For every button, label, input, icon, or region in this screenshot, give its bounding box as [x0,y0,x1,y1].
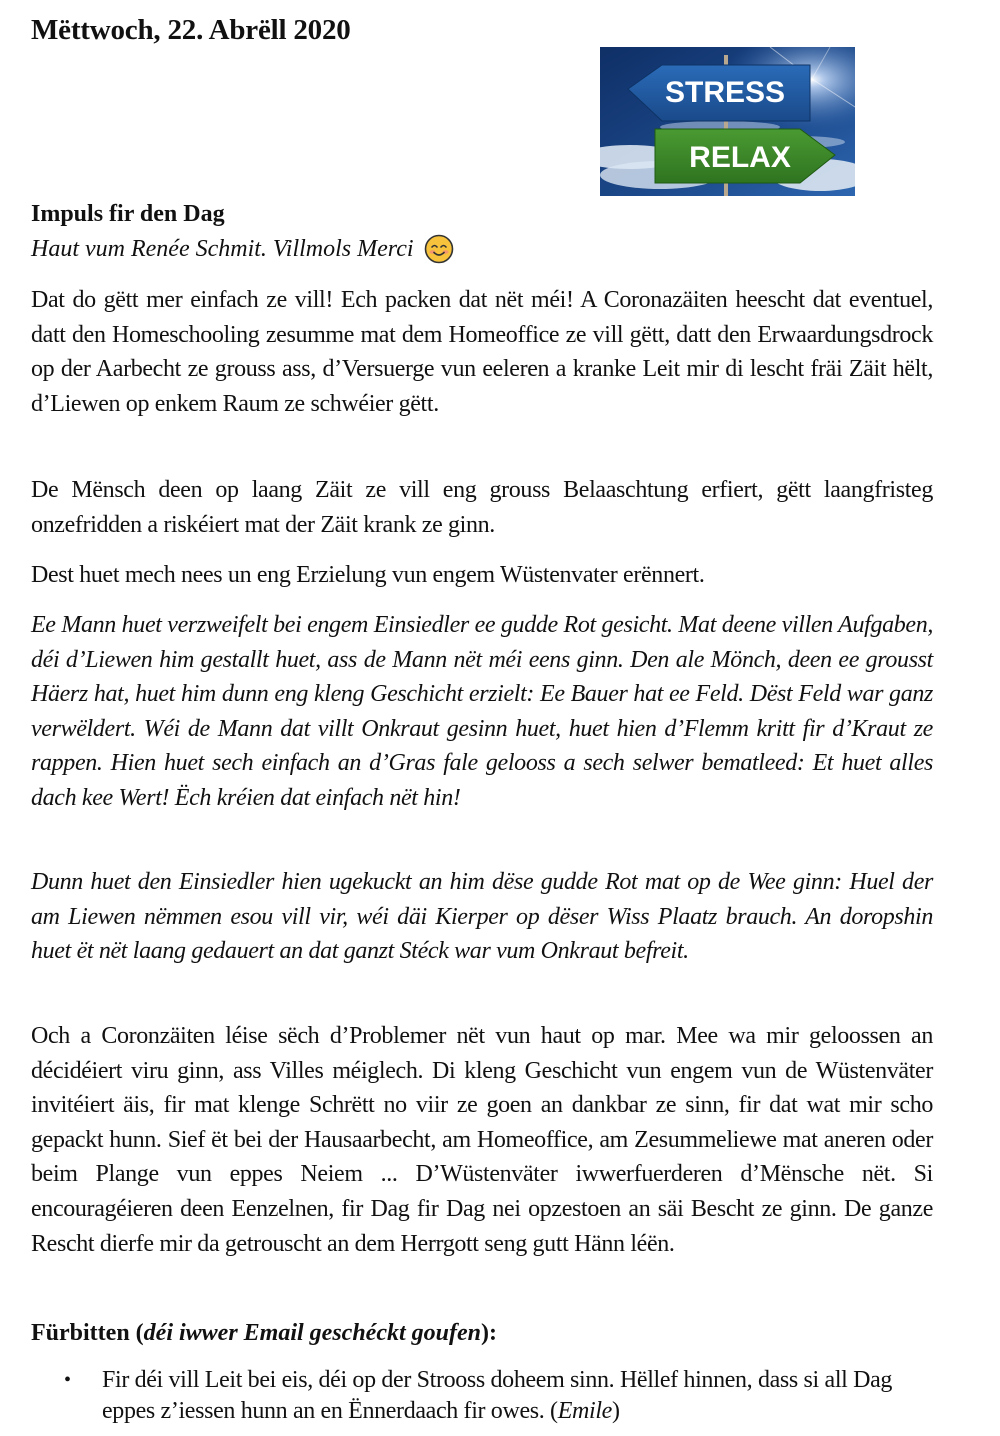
impulse-heading: Impuls fir den Dag [31,201,225,227]
paragraph-reminder: Dest huet mech nees un eng Erzielung vun engem Wüstenvater erënnert. [31,562,705,588]
stress-relax-image [600,47,855,196]
petition-list [31,1365,933,1427]
paragraph-story-part-2: Dunn huet den Einsiedler hien ugekuckt an him dëse gudde Rot mat op de Wee ginn: Huel der am Liewen nëmmen esou vill vir, wéi däi Kierper op dëser Wiss Plaatz brauch. An doropshin huet ët nët laang gedauert an dat ganzt Stéck war vum Onkraut befreit. [31,869,933,965]
relax-sign-label: RELAX [689,141,791,174]
paragraph-intro: Dat do gëtt mer einfach ze vill! Ech packen dat nët méi! A Coronazäiten heescht dat eventuel, datt den Homeschooling zesumme mat dem Homeoffice ze vill gëtt, datt den Erwaardungsdrock op der Aarbecht ze grouss ass, d’Versuerge vun eeleren a kranke Leit mir di lescht fräi Zäit hëlt, d’Liewen op enkem Raum ze schwéier gëtt. [31,287,933,417]
stress-sign-label: STRESS [664,76,786,109]
stress-relax-sign-illustration [600,47,855,196]
petitions-open-paren: ( [129,1320,144,1346]
petitions-subtitle: déi iwwer Email geschéckt goufen [143,1320,481,1346]
petitions-close-paren: ): [480,1320,497,1346]
petition-author: Emile [557,1398,612,1424]
paragraph-burden: De Mënsch deen op laang Zäit ze vill eng grouss Belaaschtung erfiert, gëtt laangfristeg onzefridden a riskéiert mat der Zäit krank ze ginn. [31,477,933,538]
petition-text: Fir déi vill Leit bei eis, déi op der Strooss doheem sinn. Hëllef hinnen, dass si all Dag eppes z’iessen hunn an en Ënnerdaach fir owes. [102,1367,893,1424]
paragraph-reflection: Och a Coronzäiten léise sëch d’Problemer nët vun haut op mar. Mee wa mir geloossen an décidéiert viru ginn, ass Villes méiglech. Di kleng Geschicht vun engem vun de Wüstenväter invitéiert äis, fir mat klenge Schrëtt no viir ze goen an dankbar ze sinn, fir dat wat mir scho gepackt hunn. Sief ët bei der Hausaarbecht, am Homeoffice, am Zesummeliewe mat aneren oder beim Plange vun eppes Neiem ... D’Wüstenväter iwwerfuerderen d’Mënsche nët. Si encouragéieren deen Eenzelnen, fir Dag fir Dag nei opzestoen an säi Bescht ze ginn. De ganze Rescht dierfe mir da getrouscht an dem Herrgott seng gutt Hänn léën. [31,1023,933,1257]
author-credit-text: Haut vum Renée Schmit. Villmols Merci [31,236,414,262]
smiling-face-icon [424,234,454,264]
petitions-title: Fürbitten [31,1320,130,1346]
page-date-title: Mëttwoch, 22. Abrëll 2020 [31,14,351,46]
author-credit [31,234,454,264]
paragraph-story-part-1: Ee Mann huet verzweifelt bei engem Einsiedler ee gudde Rot gesicht. Mat deene villen Aufgaben, déi d’Liewen him gestallt huet, ass de Mann nët méi eens ginn. Den ale Mönch, deen ee grousst Häerz hat, huet him dunn eng kleng Geschicht erzielt: Ee Bauer hat ee Feld. Dëst Feld war ganz verwëldert. Wéi de Mann dat villt Onkraut gesinn huet, huet hien d’Flemm kritt fir d’Kraut ze rappen. Hien huet sech einfach an d’Gras fale gelooss a sech selwer bematleed: Et huet alles dach kee Wert! Ëch kréien dat einfach nët hin! [31,612,933,811]
bullet-icon: • [64,1369,71,1391]
petitions-heading [31,1316,497,1350]
petition-item: • Fir déi vill Leit bei eis, déi op der Strooss doheem sinn. Hëllef hinnen, dass si all Dag eppes z’iessen hunn an en Ënnerdaach fir owes. (Emile) [64,1367,893,1424]
